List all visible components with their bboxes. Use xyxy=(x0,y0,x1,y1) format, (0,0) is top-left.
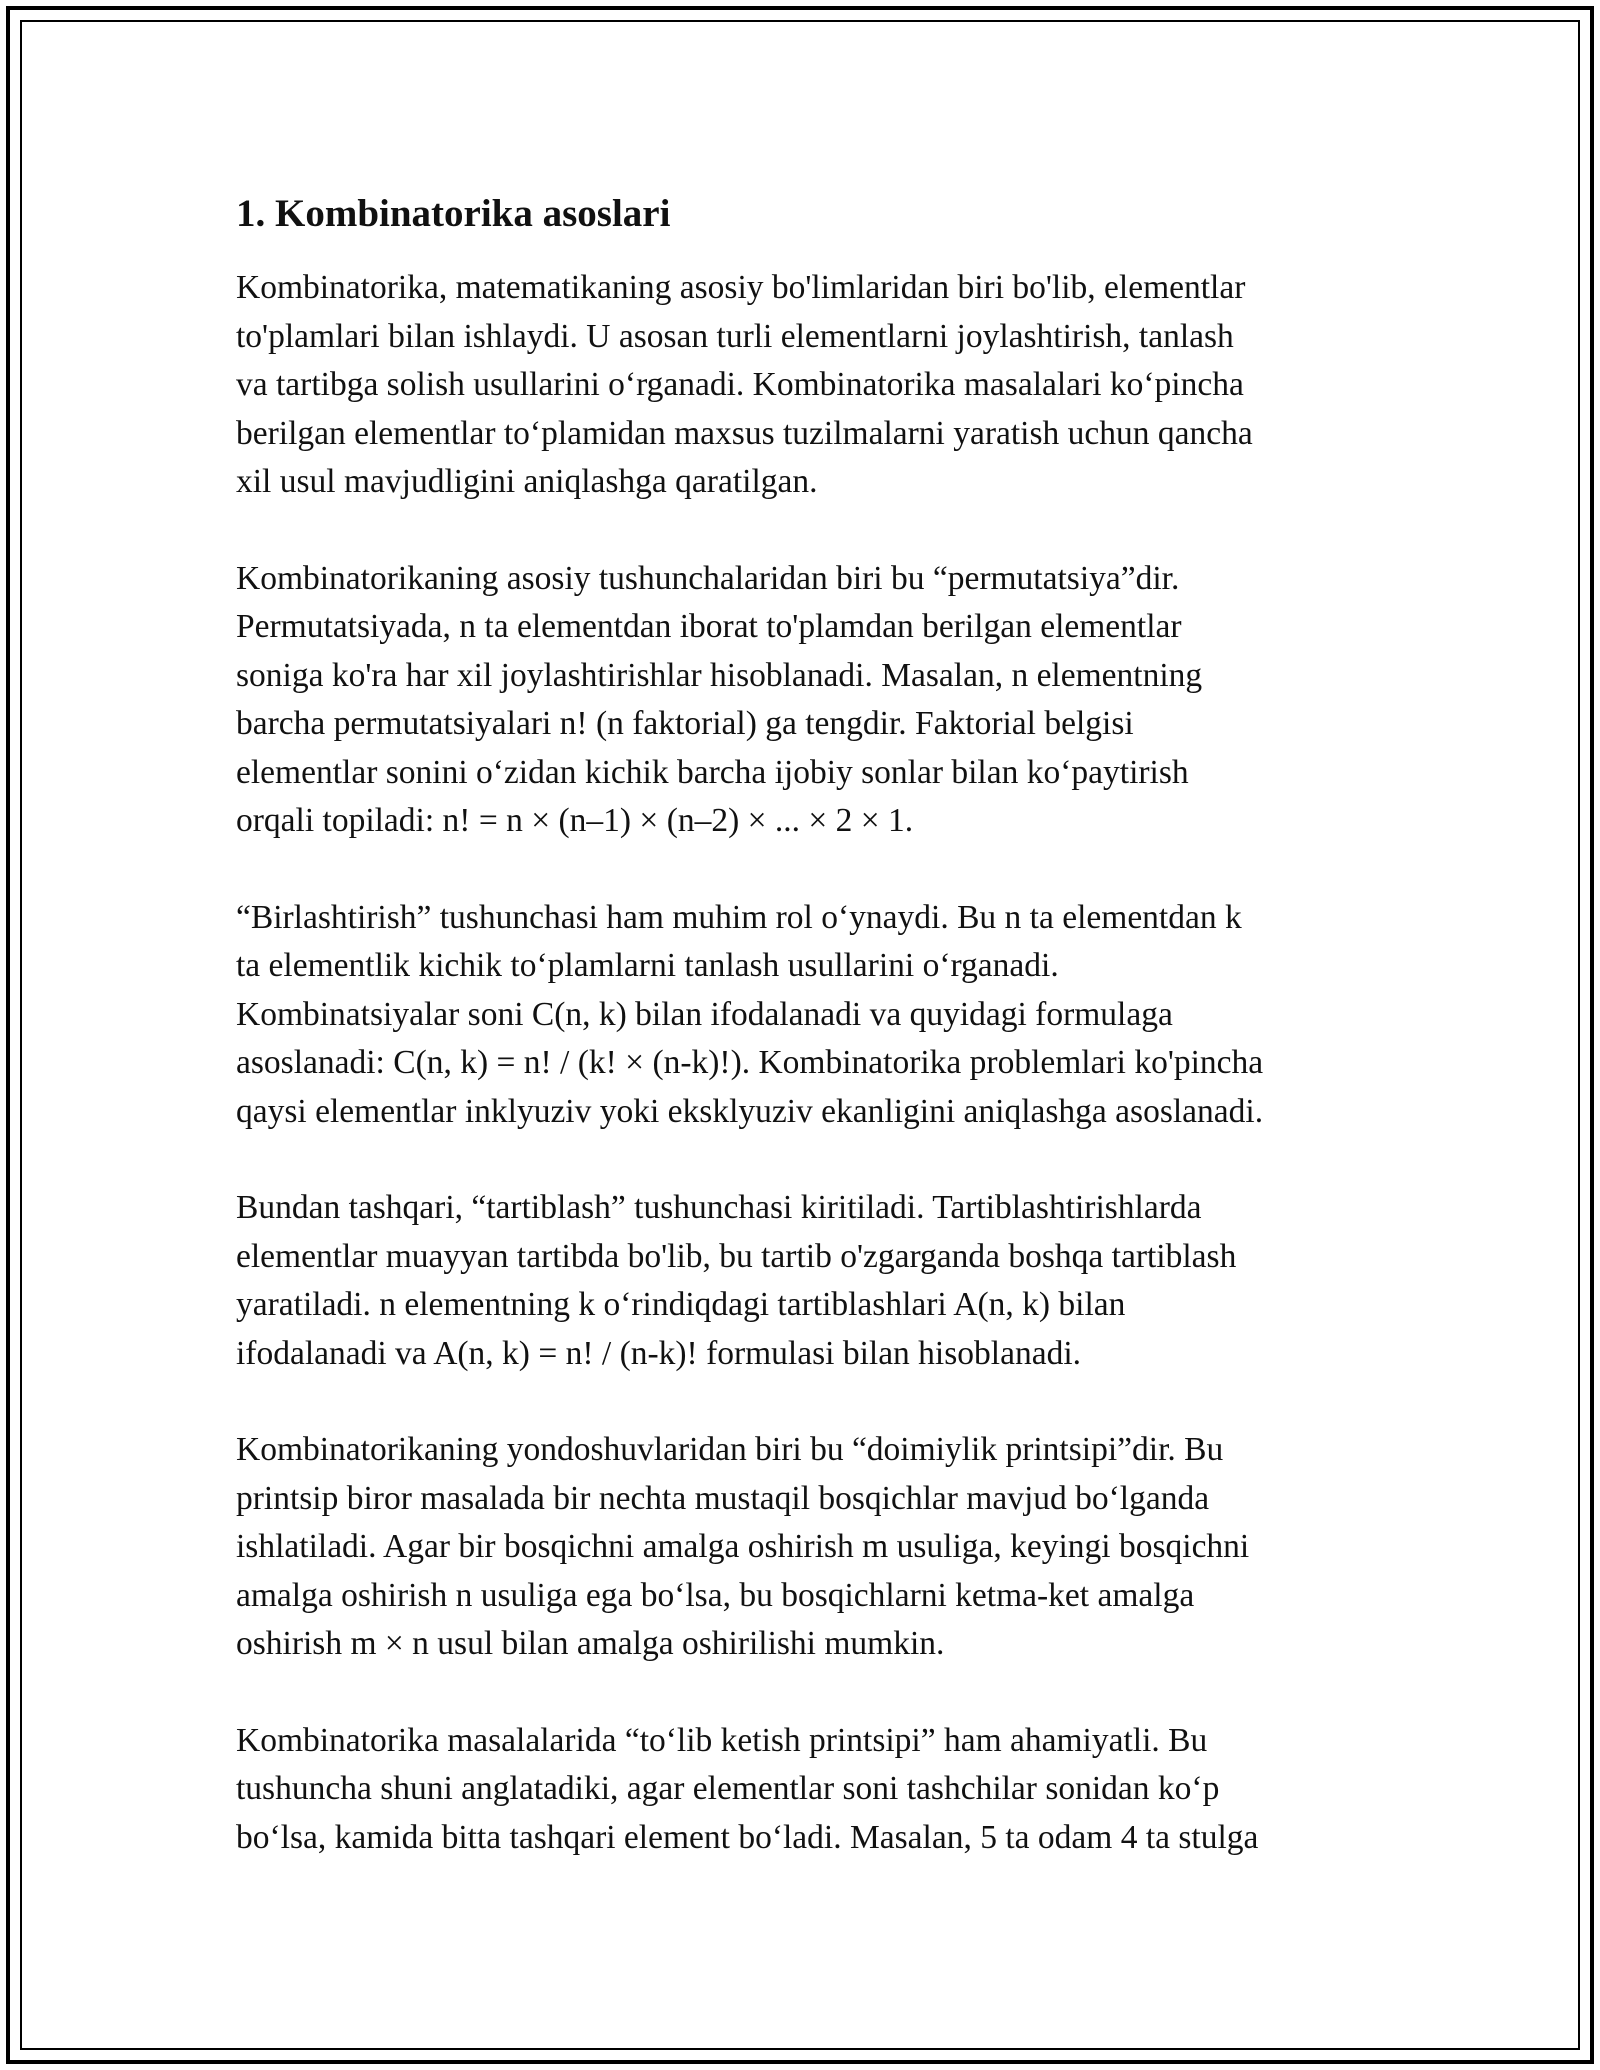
text-line: Kombinatorikaning asosiy tushunchalaridan biri bu “permutatsiya”dir. xyxy=(236,559,1180,597)
paragraph-product-principle xyxy=(236,1426,1366,1669)
paragraph-combinations xyxy=(236,894,1366,1137)
text-line: tushuncha shuni anglatadiki, agar elementlar soni tashchilar sonidan ko‘p xyxy=(236,1770,1220,1807)
text-line: oshirish m × n usul bilan amalga oshirilishi mumkin. xyxy=(236,1625,945,1662)
text-line: Kombinatorika, matematikaning asosiy bo'limlaridan biri bo'lib, elementlar xyxy=(236,269,1246,306)
document-body xyxy=(236,186,1366,1910)
text-line: orqali topiladi: n! = n × (n–1) × (n–2) × ... × 2 × 1. xyxy=(236,802,914,839)
text-line: qaysi elementlar inklyuziv yoki eksklyuziv ekanligini aniqlashga asoslanadi. xyxy=(236,1092,1264,1130)
text-line: Kombinatorika masalalarida “to‘lib ketish printsipi” ham ahamiyatli. Bu xyxy=(236,1721,1208,1759)
text-line: “Birlashtirish” tushunchasi ham muhim rol o‘ynaydi. Bu n ta elementdan k xyxy=(236,898,1242,936)
text-line: elementlar sonini o‘zidan kichik barcha ijobiy sonlar bilan ko‘paytirish xyxy=(236,753,1189,791)
text-line: yaratiladi. n elementning k o‘rindiqdagi tartiblashlari A(n, k) bilan xyxy=(236,1286,1126,1323)
text-line: barcha permutatsiyalari n! (n faktorial) ga tengdir. Faktorial belgisi xyxy=(236,705,1134,742)
paragraph-intro xyxy=(236,264,1366,507)
paragraph-arrangements xyxy=(236,1184,1366,1378)
text-line: amalga oshirish n usuliga ega bo‘lsa, bu bosqichlarni ketma-ket amalga xyxy=(236,1576,1195,1614)
text-line: printsip biror masalada bir nechta mustaqil bosqichlar mavjud bo‘lganda xyxy=(236,1479,1210,1517)
text-line: Permutatsiyada, n ta elementdan iborat to'plamdan berilgan elementlar xyxy=(236,608,1182,645)
paragraph-pigeonhole xyxy=(236,1717,1366,1863)
text-line: ta elementlik kichik to‘plamlarni tanlash usullarini o‘rganadi. xyxy=(236,947,1059,984)
text-line: xil usul mavjudligini aniqlashga qaratilgan. xyxy=(236,463,818,500)
paragraph-permutations xyxy=(236,555,1366,846)
text-line: va tartibga solish usullarini o‘rganadi. Kombinatorika masalalari ko‘pincha xyxy=(236,366,1244,403)
section-heading: 1. Kombinatorika asoslari xyxy=(236,192,671,235)
text-line: soniga ko'ra har xil joylashtirishlar hisoblanadi. Masalan, n elementning xyxy=(236,656,1203,694)
text-line: to'plamlari bilan ishlaydi. U asosan turli elementlarni joylashtirish, tanlash xyxy=(236,317,1234,355)
text-line: Kombinatsiyalar soni C(n, k) bilan ifodalanadi va quyidagi formulaga xyxy=(236,995,1173,1033)
text-line: bo‘lsa, kamida bitta tashqari element bo‘ladi. Masalan, 5 ta odam 4 ta stulga xyxy=(236,1818,1259,1856)
text-line: asoslanadi: C(n, k) = n! / (k! × (n-k)!). Kombinatorika problemlari ko'pincha xyxy=(236,1044,1264,1081)
text-line: Bundan tashqari, “tartiblash” tushunchasi kiritiladi. Tartiblashtirishlarda xyxy=(236,1189,1202,1226)
text-line: elementlar muayyan tartibda bo'lib, bu tartib o'zgarganda boshqa tartiblash xyxy=(236,1237,1237,1275)
text-line: ishlatiladi. Agar bir bosqichni amalga oshirish m usuliga, keyingi bosqichni xyxy=(236,1528,1250,1565)
text-line: berilgan elementlar to‘plamidan maxsus tuzilmalarni yaratish uchun qancha xyxy=(236,414,1253,452)
text-line: Kombinatorikaning yondoshuvlaridan biri bu “doimiylik printsipi”dir. Bu xyxy=(236,1431,1224,1468)
text-line: ifodalanadi va A(n, k) = n! / (n-k)! formulasi bilan hisoblanadi. xyxy=(236,1334,1082,1372)
